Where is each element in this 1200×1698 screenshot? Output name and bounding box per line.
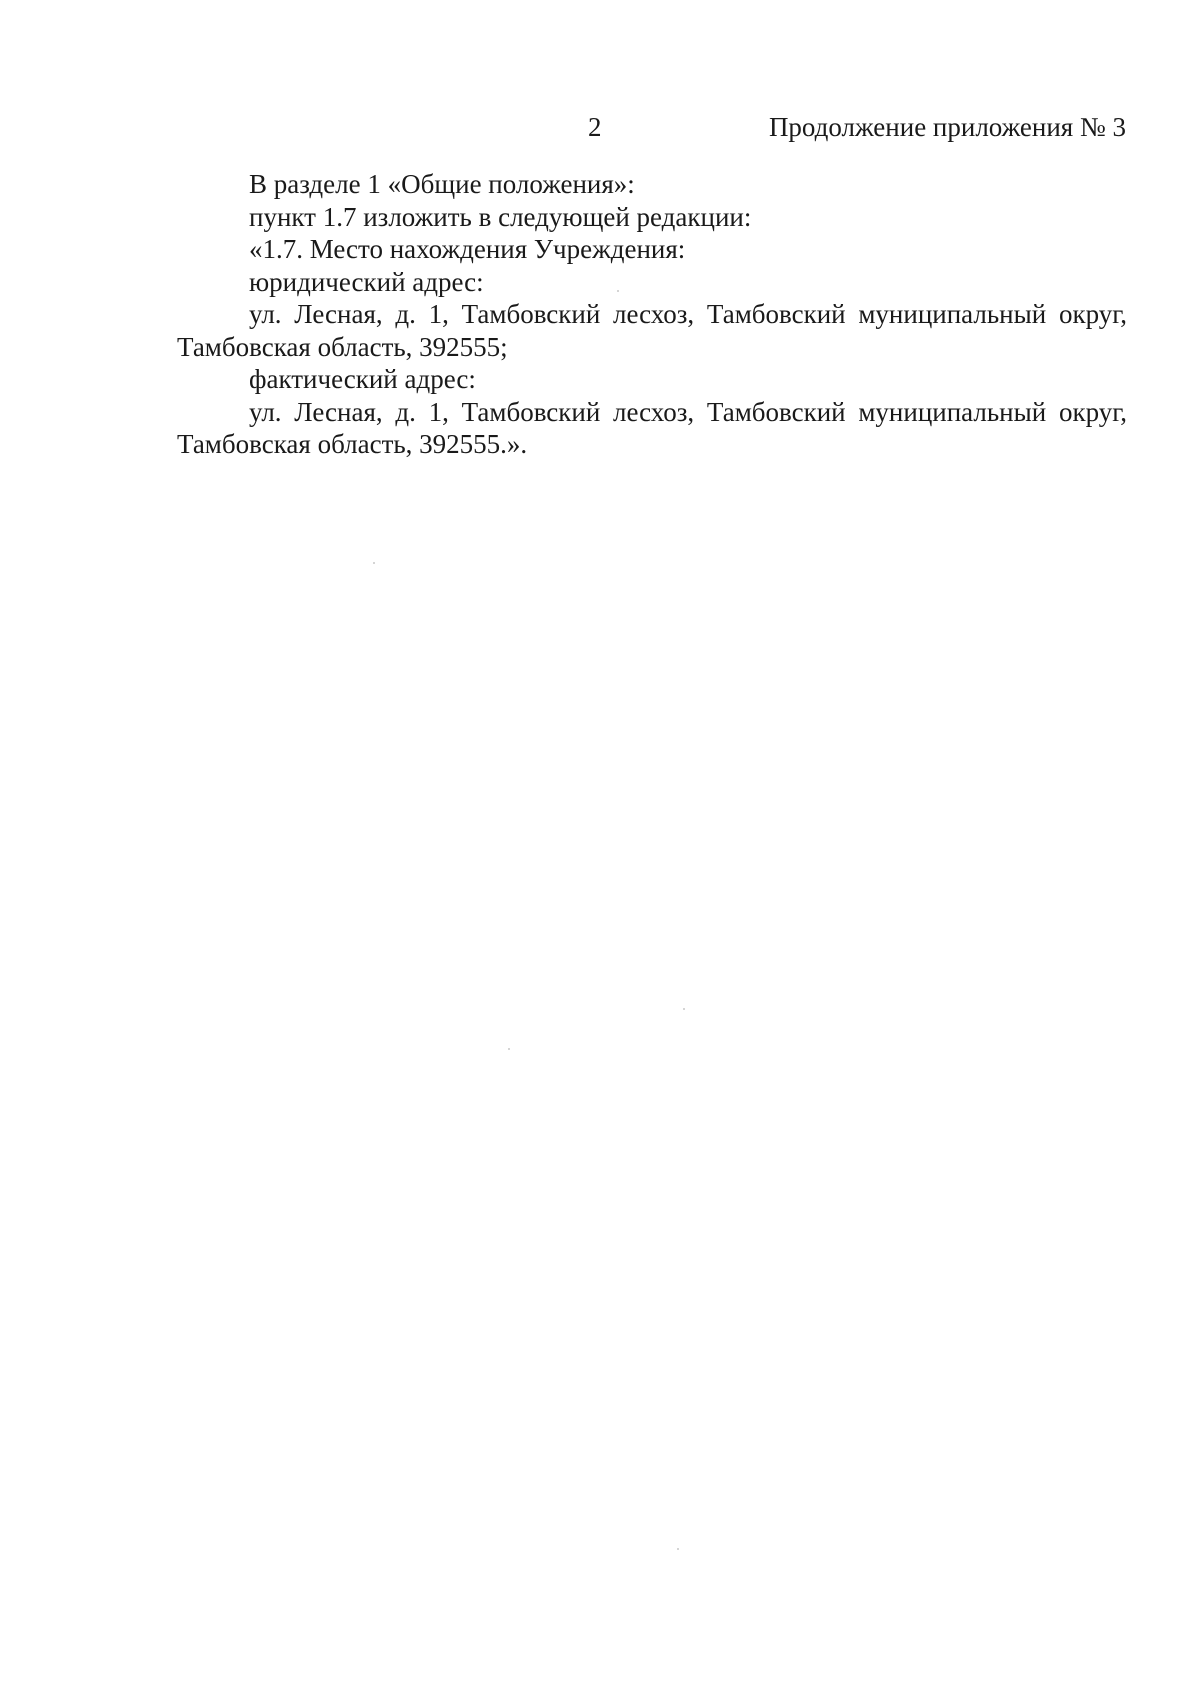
- actual-address-label: фактический адрес:: [249, 364, 476, 394]
- legal-address-value: ул. Лесная, д. 1, Тамбовский лесхоз, Тамбовский муниципальный округ, Тамбовская область, 392555;: [177, 299, 1127, 362]
- amendment-instruction: пункт 1.7 изложить в следующей редакции:: [249, 201, 752, 232]
- scan-speck: [508, 1048, 510, 1050]
- section-intro: В разделе 1 «Общие положения»:: [249, 169, 635, 199]
- document-body: [177, 168, 1127, 461]
- page-number: 2: [588, 112, 602, 142]
- page-header: [0, 107, 1200, 147]
- appendix-continuation-label: Продолжение приложения № 3: [768, 112, 1126, 142]
- scan-speck: [617, 290, 619, 292]
- scan-speck: [677, 1548, 679, 1550]
- legal-address-label: юридический адрес:: [249, 266, 484, 297]
- scan-speck: [373, 562, 375, 564]
- scan-speck: [683, 1008, 685, 1010]
- actual-address-value: ул. Лесная, д. 1, Тамбовский лесхоз, Тамбовский муниципальный округ, Тамбовская область, 392555.».: [177, 396, 1127, 459]
- clause-heading: «1.7. Место нахождения Учреждения:: [249, 234, 686, 264]
